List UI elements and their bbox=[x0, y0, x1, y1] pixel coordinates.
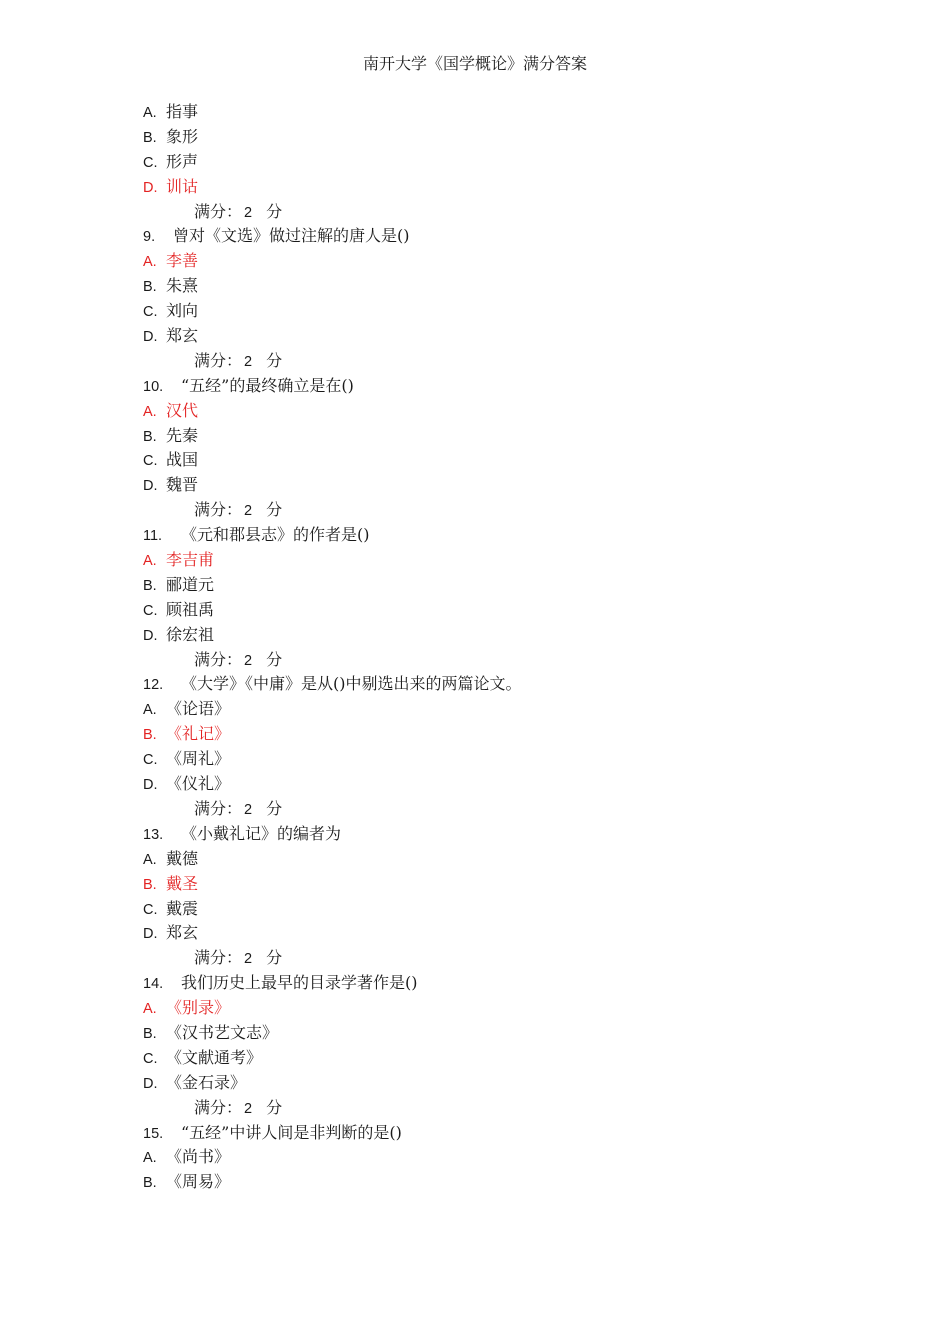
option-a: A. 《论语》 bbox=[143, 699, 231, 719]
option-b: B. 《周易》 bbox=[143, 1172, 231, 1192]
question-stem: 11. 《元和郡县志》的作者是() bbox=[143, 525, 370, 545]
option-b-answer: B. 戴圣 bbox=[143, 873, 199, 893]
question-stem: 10. “五经”的最终确立是在() bbox=[143, 375, 354, 395]
option-c: C. 《周礼》 bbox=[143, 749, 231, 769]
option-d: D. 魏晋 bbox=[143, 475, 199, 495]
option-d: D. 郑玄 bbox=[143, 326, 199, 346]
option-a-answer: A. 《别录》 bbox=[143, 998, 231, 1018]
option-d: D. 郑玄 bbox=[143, 923, 199, 943]
option-b: B. 郦道元 bbox=[143, 574, 215, 594]
page-title: 南开大学《国学概论》满分答案 bbox=[362, 54, 587, 73]
option-a-answer: A. 李吉甫 bbox=[143, 550, 215, 570]
question-stem: 15. “五经”中讲人间是非判断的是() bbox=[143, 1122, 402, 1142]
option-c: C. 战国 bbox=[143, 450, 199, 470]
option-d: D. 《仪礼》 bbox=[143, 774, 231, 794]
option-b: B. 《汉书艺文志》 bbox=[143, 1022, 279, 1042]
option-c: C. 形声 bbox=[143, 151, 199, 171]
option-b-answer: B. 《礼记》 bbox=[143, 724, 231, 744]
option-d: D. 徐宏祖 bbox=[143, 624, 215, 644]
score-line: 满分： 2 分 bbox=[194, 350, 283, 370]
question-stem: 14. 我们历史上最早的目录学著作是() bbox=[143, 973, 418, 993]
option-c: C. 《文献通考》 bbox=[143, 1047, 263, 1067]
question-stem: 9. 曾对《文选》做过注解的唐人是() bbox=[143, 226, 410, 246]
option-a: A. 《尚书》 bbox=[143, 1147, 231, 1167]
option-a-answer: A. 李善 bbox=[143, 251, 199, 271]
score-line: 满分： 2 分 bbox=[194, 948, 283, 968]
option-a-answer: A. 汉代 bbox=[143, 400, 199, 420]
score-line: 满分： 2 分 bbox=[194, 500, 283, 520]
question-stem: 13. 《小戴礼记》的编者为 bbox=[143, 823, 342, 843]
option-a: A. 戴德 bbox=[143, 848, 199, 868]
option-c: C. 戴震 bbox=[143, 898, 199, 918]
question-stem: 12. 《大学》《中庸》是从()中剔选出来的两篇论文。 bbox=[143, 674, 522, 694]
option-d-answer: D. 训诂 bbox=[143, 176, 199, 196]
option-c: C. 顾祖禹 bbox=[143, 599, 215, 619]
option-b: B. 朱熹 bbox=[143, 276, 199, 296]
option-a: A. 指事 bbox=[143, 102, 199, 121]
score-line: 满分： 2 分 bbox=[194, 201, 283, 221]
option-b: B. 象形 bbox=[143, 126, 199, 146]
score-line: 满分： 2 分 bbox=[194, 1097, 283, 1117]
score-line: 满分： 2 分 bbox=[194, 649, 283, 669]
option-b: B. 先秦 bbox=[143, 425, 199, 445]
question-list bbox=[143, 100, 843, 1195]
score-line: 满分： 2 分 bbox=[194, 798, 283, 818]
option-d: D. 《金石录》 bbox=[143, 1072, 247, 1092]
option-c: C. 刘向 bbox=[143, 301, 199, 321]
